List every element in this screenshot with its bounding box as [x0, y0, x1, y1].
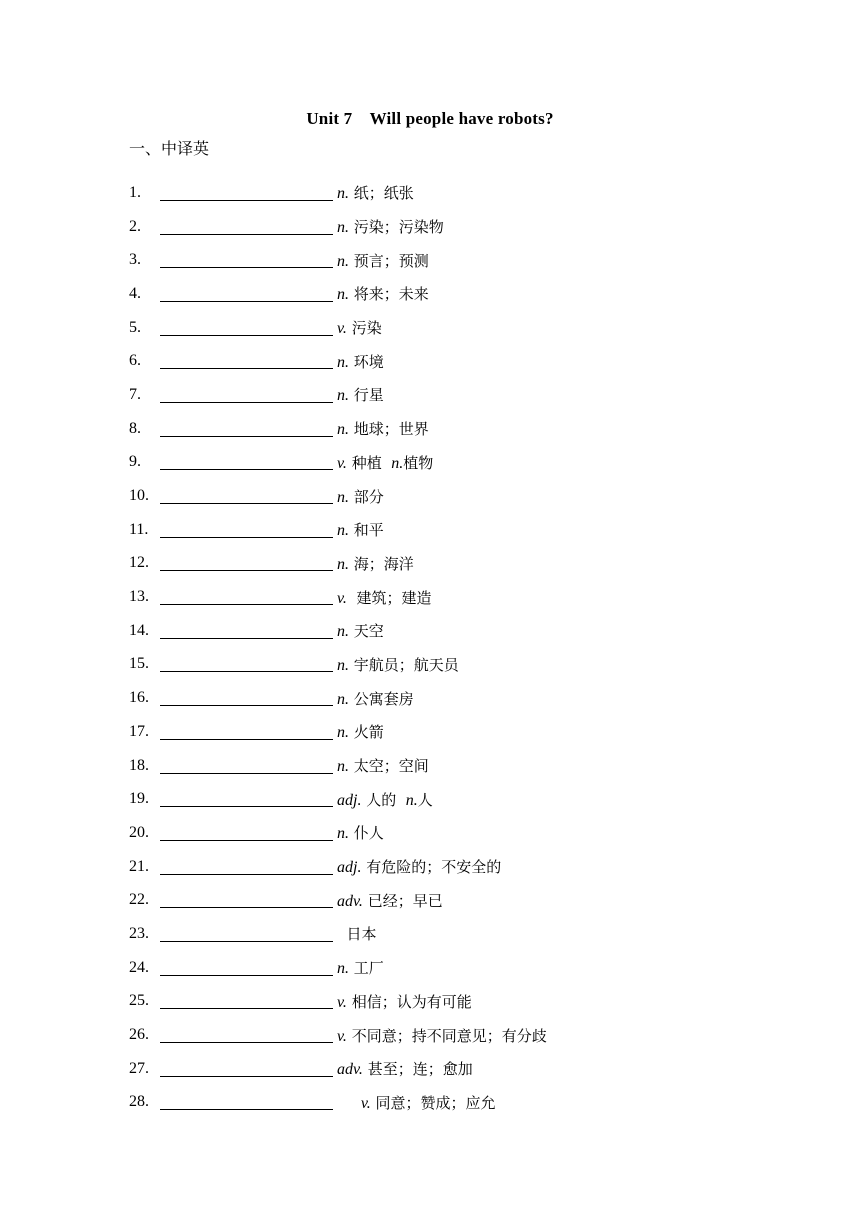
chinese-meaning: 公寓套房 [349, 689, 414, 708]
item-number: 15. [129, 655, 149, 673]
item-definition [337, 721, 384, 742]
item-definition [337, 452, 433, 473]
item-definition [337, 991, 472, 1012]
part-of-speech: n. [337, 656, 349, 674]
part-of-speech: v. [360, 1094, 371, 1112]
item-number: 19. [129, 790, 149, 808]
item-definition [337, 283, 429, 304]
answer-blank[interactable] [160, 690, 333, 706]
answer-blank[interactable] [160, 353, 333, 369]
item-definition [337, 688, 414, 709]
vocab-item [129, 648, 769, 682]
answer-blank[interactable] [160, 656, 333, 672]
chinese-meaning: 已经；早已 [362, 891, 443, 910]
chinese-meaning: 预言；预测 [349, 251, 429, 270]
part-of-speech: adv. [337, 1061, 363, 1079]
chinese-meaning: 工厂 [349, 959, 384, 978]
chinese-meaning: 行星 [349, 386, 384, 405]
chinese-meaning: 将来；未来 [349, 285, 429, 304]
item-definition [337, 587, 431, 608]
item-definition [337, 755, 429, 776]
item-definition [337, 822, 384, 843]
item-number: 20. [129, 823, 149, 841]
item-definition [337, 654, 459, 675]
part-of-speech: adv. [337, 892, 363, 910]
part-of-speech: n. [337, 185, 349, 203]
answer-blank[interactable] [160, 522, 333, 538]
item-number: 1. [129, 183, 141, 201]
answer-blank[interactable] [160, 892, 333, 908]
answer-blank[interactable] [160, 1061, 333, 1077]
part-of-speech: v. [337, 1027, 347, 1045]
item-number: 5. [129, 318, 141, 336]
vocab-item [129, 1052, 769, 1086]
vocab-item [129, 883, 769, 917]
item-number: 12. [129, 554, 149, 572]
part-of-speech: n. [391, 454, 404, 472]
vocab-item [129, 816, 769, 850]
item-number: 7. [129, 385, 141, 403]
item-definition [337, 486, 384, 507]
vocab-item [129, 614, 769, 648]
answer-blank[interactable] [160, 488, 333, 504]
part-of-speech: adj. [337, 791, 362, 809]
vocab-item [129, 513, 769, 547]
answer-blank[interactable] [160, 1094, 333, 1110]
part-of-speech: n. [337, 555, 349, 573]
answer-blank[interactable] [160, 791, 333, 807]
part-of-speech: n. [337, 825, 349, 843]
item-number: 23. [129, 924, 149, 942]
chinese-meaning: 种植 [346, 453, 392, 472]
chinese-meaning: 天空 [349, 622, 384, 641]
item-number: 21. [129, 857, 149, 875]
item-definition [337, 856, 501, 877]
item-definition [337, 923, 377, 944]
vocab-item [129, 446, 769, 480]
item-definition [337, 1092, 496, 1113]
item-number: 26. [129, 1026, 149, 1044]
answer-blank[interactable] [160, 219, 333, 235]
item-number: 3. [129, 251, 141, 269]
chinese-meaning: 同意；赞成；应允 [370, 1093, 496, 1112]
vocab-item [129, 412, 769, 446]
vocab-item [129, 479, 769, 513]
vocab-item [129, 547, 769, 581]
answer-blank[interactable] [160, 421, 333, 437]
part-of-speech: v. [337, 993, 347, 1011]
item-number: 10. [129, 487, 149, 505]
item-number: 16. [129, 689, 149, 707]
vocab-item [129, 749, 769, 783]
item-definition [337, 182, 414, 203]
part-of-speech: n. [337, 219, 349, 237]
answer-blank[interactable] [160, 286, 333, 302]
vocab-item [129, 951, 769, 985]
vocab-item [129, 1018, 769, 1052]
part-of-speech: v. [337, 320, 347, 338]
vocabulary-list [129, 176, 769, 1119]
vocab-item [129, 782, 769, 816]
answer-blank[interactable] [160, 320, 333, 336]
item-definition [337, 1058, 473, 1079]
item-number: 18. [129, 756, 149, 774]
chinese-meaning: 有危险的；不安全的 [361, 858, 502, 877]
chinese-meaning: 海；海洋 [349, 554, 414, 573]
vocab-item [129, 580, 769, 614]
vocab-item [129, 210, 769, 244]
section-heading: 一、中译英 [129, 139, 210, 158]
vocab-item [129, 917, 769, 951]
part-of-speech: n. [405, 791, 418, 809]
item-definition [337, 418, 429, 439]
item-number: 11. [129, 520, 149, 538]
answer-blank[interactable] [160, 252, 333, 268]
vocab-item [129, 850, 769, 884]
item-definition [337, 351, 384, 372]
item-number: 4. [129, 284, 141, 302]
part-of-speech: n. [337, 488, 349, 506]
chinese-meaning: 人的 [361, 790, 406, 809]
chinese-meaning: 太空；空间 [349, 757, 429, 776]
answer-blank[interactable] [160, 993, 333, 1009]
part-of-speech: n. [337, 690, 349, 708]
item-number: 14. [129, 621, 149, 639]
part-of-speech: n. [337, 522, 349, 540]
page-title: Unit 7 Will people have robots? [306, 109, 554, 128]
item-number: 17. [129, 722, 149, 740]
answer-blank[interactable] [160, 758, 333, 774]
part-of-speech: n. [337, 353, 349, 371]
vocab-item [129, 277, 769, 311]
part-of-speech: n. [337, 286, 349, 304]
chinese-meaning: 人 [417, 790, 433, 809]
vocab-item [129, 985, 769, 1019]
answer-blank[interactable] [160, 960, 333, 976]
item-definition [337, 890, 443, 911]
answer-blank[interactable] [160, 825, 333, 841]
part-of-speech: v. [337, 454, 347, 472]
answer-blank[interactable] [160, 1027, 333, 1043]
chinese-meaning: 相信；认为有可能 [346, 992, 472, 1011]
item-definition [337, 957, 384, 978]
answer-blank[interactable] [160, 589, 333, 605]
item-definition [337, 250, 429, 271]
answer-blank[interactable] [160, 454, 333, 470]
chinese-meaning: 环境 [349, 352, 384, 371]
part-of-speech: n. [337, 421, 349, 439]
vocab-item [129, 311, 769, 345]
part-of-speech: n. [337, 960, 349, 978]
item-definition [337, 789, 433, 810]
chinese-meaning: 火箭 [349, 723, 384, 742]
chinese-meaning: 部分 [349, 487, 384, 506]
item-definition [337, 317, 382, 338]
chinese-meaning: 仆人 [349, 824, 384, 843]
item-number: 24. [129, 958, 149, 976]
item-definition [337, 1025, 547, 1046]
part-of-speech: n. [337, 758, 349, 776]
item-number: 27. [129, 1059, 149, 1077]
part-of-speech: n. [337, 623, 349, 641]
item-number: 9. [129, 453, 141, 471]
chinese-meaning: 污染；污染物 [349, 218, 444, 237]
part-of-speech: n. [337, 252, 349, 270]
chinese-meaning: 和平 [349, 521, 384, 540]
chinese-meaning: 甚至；连；愈加 [362, 1060, 473, 1079]
item-definition [337, 553, 414, 574]
chinese-meaning: 纸；纸张 [349, 184, 414, 203]
item-number: 22. [129, 891, 149, 909]
chinese-meaning: 建筑；建造 [346, 588, 432, 607]
vocab-item [129, 243, 769, 277]
part-of-speech: adj. [337, 859, 362, 877]
answer-blank[interactable] [160, 859, 333, 875]
item-number: 28. [129, 1093, 149, 1111]
item-definition [337, 384, 384, 405]
vocab-item [129, 176, 769, 210]
vocab-item [129, 344, 769, 378]
item-number: 2. [129, 217, 141, 235]
item-number: 8. [129, 419, 141, 437]
part-of-speech: n. [337, 387, 349, 405]
answer-blank[interactable] [160, 926, 333, 942]
item-definition [337, 620, 384, 641]
item-definition [337, 519, 384, 540]
chinese-meaning: 地球；世界 [349, 420, 429, 439]
part-of-speech: v. [337, 589, 347, 607]
vocab-item [129, 715, 769, 749]
chinese-meaning [337, 1094, 361, 1112]
answer-blank[interactable] [160, 623, 333, 639]
item-number: 25. [129, 992, 149, 1010]
chinese-meaning: 日本 [337, 925, 377, 944]
item-number: 13. [129, 588, 149, 606]
vocab-item [129, 681, 769, 715]
chinese-meaning: 宇航员；航天员 [349, 655, 459, 674]
answer-blank[interactable] [160, 185, 333, 201]
chinese-meaning: 不同意；持不同意见；有分歧 [346, 1026, 547, 1045]
vocab-item [129, 378, 769, 412]
chinese-meaning: 污染 [346, 319, 382, 338]
answer-blank[interactable] [160, 724, 333, 740]
vocab-item [129, 1086, 769, 1120]
part-of-speech: n. [337, 724, 349, 742]
item-number: 6. [129, 352, 141, 370]
item-definition [337, 216, 444, 237]
answer-blank[interactable] [160, 387, 333, 403]
chinese-meaning: 植物 [403, 453, 434, 472]
answer-blank[interactable] [160, 555, 333, 571]
